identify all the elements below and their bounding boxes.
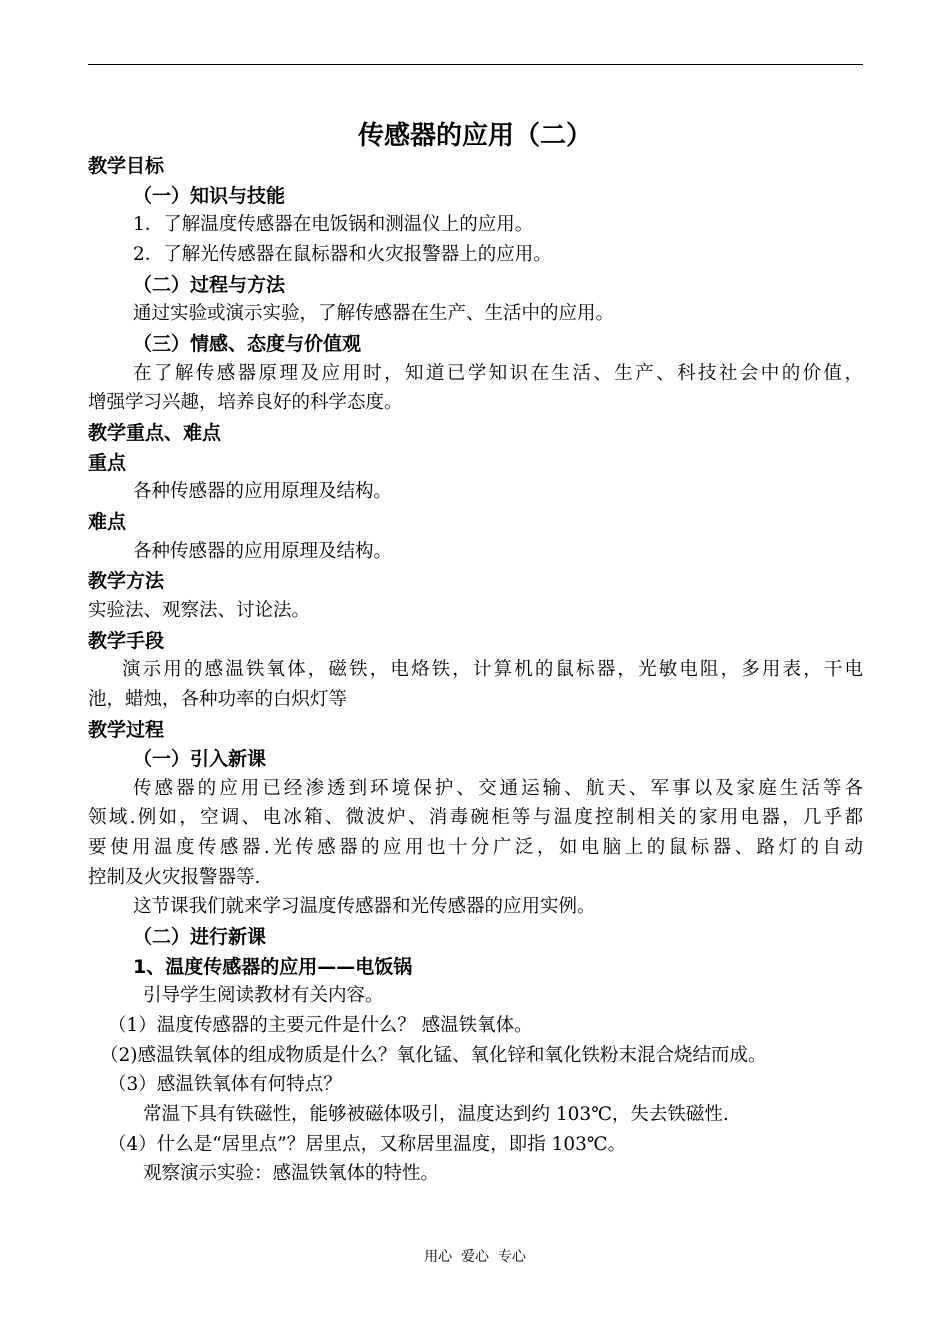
paragraph-line: 传感器的应用已经渗透到环境保护、交通运输、航天、军事以及家庭生活等各 xyxy=(133,778,863,799)
subheading-rice-cooker: 1、温度传感器的应用——电饭锅 xyxy=(133,956,413,978)
page-footer: 用心 爱心 专心 xyxy=(424,1249,526,1265)
paragraph-line: 1．了解温度传感器在电饭锅和测温仪上的应用。 xyxy=(133,214,534,235)
paragraph-line: 演示用的感温铁氧体，磁铁，电烙铁，计算机的鼠标器，光敏电阻，多用表，干电 xyxy=(122,659,863,680)
paragraph-line: 要使用温度传感器.光传感器的应用也十分广泛，如电脑上的鼠标器、路灯的自动 xyxy=(88,837,863,858)
question-line: （3）感温铁氧体有何特点？ xyxy=(108,1074,342,1095)
header-rule xyxy=(88,64,863,65)
heading-teaching-means: 教学手段 xyxy=(88,630,165,652)
paragraph-line: 增强学习兴趣，培养良好的科学态度。 xyxy=(88,392,403,413)
paragraph-line: 这节课我们就来学习温度传感器和光传感器的应用实例。 xyxy=(133,896,596,917)
paragraph-line: 各种传感器的应用原理及结构。 xyxy=(133,481,393,502)
paragraph-line: 引导学生阅读教材有关内容。 xyxy=(143,985,384,1006)
heading-key-difficult-points: 教学重点、难点 xyxy=(88,422,222,444)
paragraph-line: 通过实验或演示实验，了解传感器在生产、生活中的应用。 xyxy=(133,303,615,324)
answer-line: 常温下具有铁磁性，能够被磁体吸引，温度达到约 103℃，失去铁磁性. xyxy=(143,1104,729,1125)
subheading-introduction: （一）引入新课 xyxy=(133,748,267,770)
subheading-process-method: （二）过程与方法 xyxy=(133,274,286,296)
subheading-emotion-values: （三）情感、态度与价值观 xyxy=(133,333,362,355)
heading-objectives: 教学目标 xyxy=(88,155,165,177)
paragraph-line: 实验法、观察法、讨论法。 xyxy=(88,600,311,621)
paragraph-line: 控制及火灾报警器等. xyxy=(88,867,261,888)
heading-key-point: 重点 xyxy=(88,452,127,474)
subheading-new-lesson: （二）进行新课 xyxy=(133,926,267,948)
page-title: 传感器的应用（二） xyxy=(357,121,592,151)
question-line: （2)感温铁氧体的组成物质是什么？氧化锰、氧化锌和氧化铁粉末混合烧结而成。 xyxy=(100,1045,767,1066)
paragraph-line: 领域.例如，空调、电冰箱、微波炉、消毒碗柜等与温度控制相关的家用电器，几乎都 xyxy=(88,807,863,828)
paragraph-line: 池，蜡烛，各种功率的白炽灯等 xyxy=(88,689,348,710)
paragraph-line: 在了解传感器原理及应用时，知道已学知识在生活、生产、科技社会中的价值， xyxy=(133,363,863,384)
paragraph-line: 观察演示实验：感温铁氧体的特性。 xyxy=(143,1163,440,1184)
heading-teaching-methods: 教学方法 xyxy=(88,570,165,592)
paragraph-line: 2．了解光传感器在鼠标器和火灾报警器上的应用。 xyxy=(133,244,552,265)
question-line: （4）什么是“居里点”？居里点，又称居里温度，即指 103℃。 xyxy=(108,1134,627,1155)
heading-teaching-process: 教学过程 xyxy=(88,719,165,741)
heading-difficult-point: 难点 xyxy=(88,511,127,533)
question-line: （1）温度传感器的主要元件是什么？ 感温铁氧体。 xyxy=(108,1015,533,1036)
paragraph-line: 各种传感器的应用原理及结构。 xyxy=(133,541,393,562)
subheading-knowledge-skills: （一）知识与技能 xyxy=(133,185,286,207)
